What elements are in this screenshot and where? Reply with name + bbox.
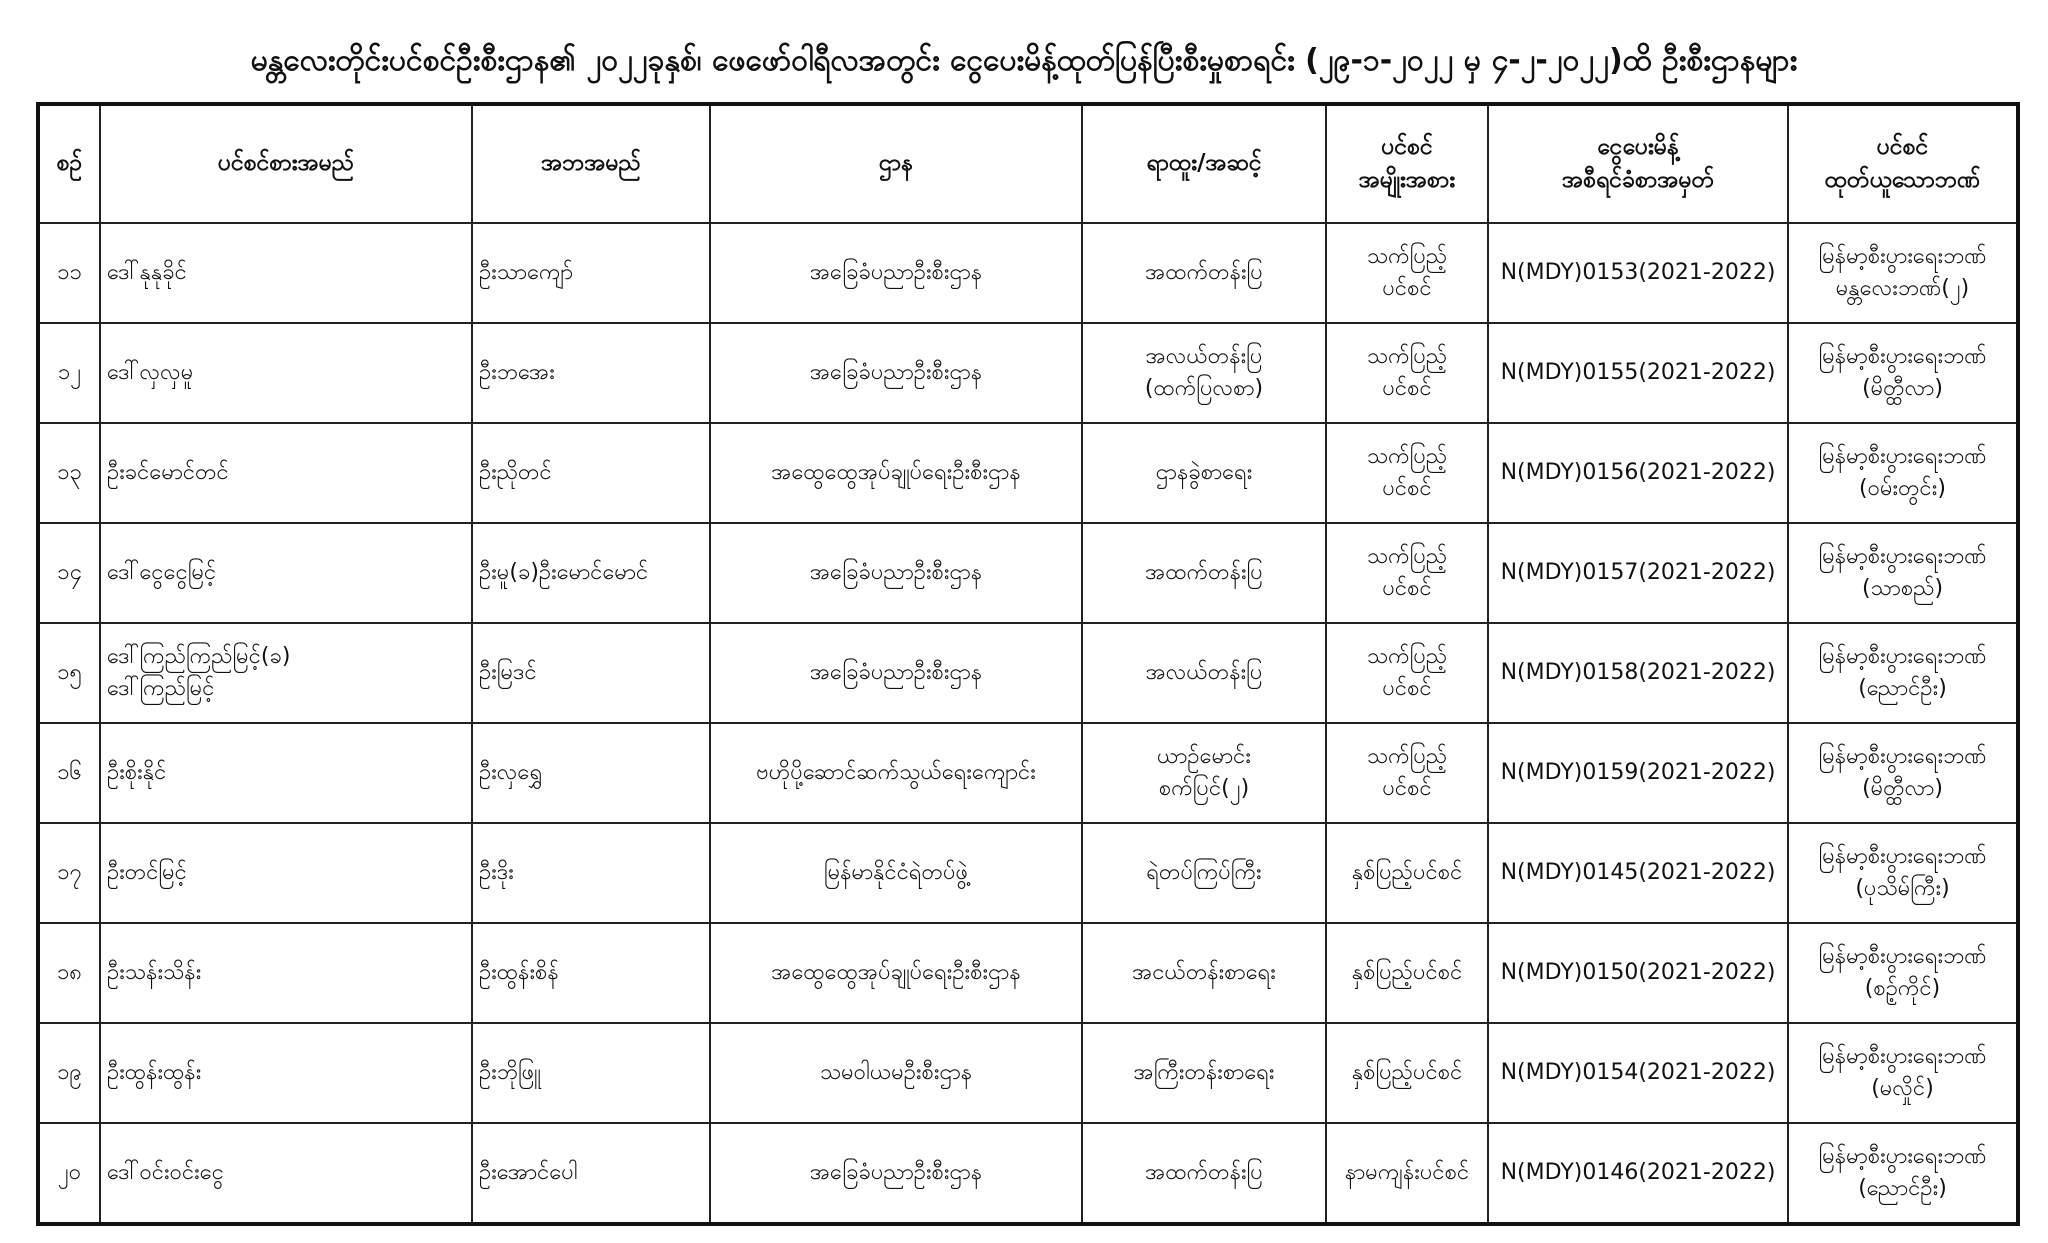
cell-text-pos2: (ထက်ပြလစာ) [1144,376,1264,401]
cell-pension-type [1326,423,1488,523]
page-title: မန္တလေးတိုင်းပင်စင်ဦးစီးဌာန၏ ၂၀၂၂ခုနှစ်၊ ဖေဖော်ဝါရီလအတွင်း ငွေပေးမိန့်ထုတ်ပြန်ပြီးစီးမှုစာရင်း (၂၉-၁-၂၀၂၂ မှ ၄-၂-၂၀၂၂)ထိ ဦးစီးဌာနများ [250,43,1798,78]
cell-text-type1: နာမကျန်းပင်စင် [1344,1160,1470,1186]
table-row [38,1123,2018,1224]
cell-text-bank2: (ညောင်ဦး) [1858,1176,1947,1201]
cell-payment-order-ref [1488,1123,1788,1224]
cell-text-no: ၁၈ [57,960,82,986]
cell-text-father: ဦးညိုတင် [479,460,552,486]
cell-no [38,823,100,923]
cell-position [1082,423,1326,523]
cell-payment-order-ref [1488,923,1788,1023]
table-row [38,623,2018,723]
cell-position [1082,923,1326,1023]
cell-pensioner-name [100,823,472,923]
cell-text-dept: သမဝါယမဦးစီးဌာန [819,1060,973,1086]
cell-paying-bank [1788,623,2018,723]
cell-no [38,423,100,523]
cell-text-ref: N(MDY)0146(2021-2022) [1500,1160,1776,1186]
cell-pensioner-name [100,1123,472,1224]
cell-text-bank1: မြန်မာ့စီးပွားရေးဘဏ် [1818,344,1987,370]
cell-text-ref: N(MDY)0156(2021-2022) [1500,460,1776,486]
table-row [38,323,2018,423]
cell-position [1082,323,1326,423]
pension-table [36,102,2020,1226]
cell-text-dept: အခြေခံပညာဦးစီးဌာန [809,660,983,686]
cell-father-name [472,323,710,423]
cell-text-ref: N(MDY)0154(2021-2022) [1500,1060,1776,1086]
cell-father-name [472,623,710,723]
cell-paying-bank [1788,723,2018,823]
cell-payment-order-ref [1488,1023,1788,1123]
cell-text-name1: ဒေါ်လှလှမူ [107,360,194,386]
cell-father-name [472,723,710,823]
cell-department [710,523,1082,623]
cell-text-bank1: မြန်မာ့စီးပွားရေးဘဏ် [1818,1044,1987,1070]
cell-father-name [472,223,710,323]
cell-text-type2: ပင်စင် [1382,576,1432,601]
cell-position [1082,223,1326,323]
cell-text-name1: ဒေါ်ဝင်းဝင်းငွေ [107,1160,224,1186]
cell-no [38,923,100,1023]
cell-pension-type [1326,323,1488,423]
cell-text-pos1: အထက်တန်းပြ [1145,1160,1263,1186]
cell-text-bank2: (ဝမ်းတွင်း) [1859,476,1946,501]
cell-text-name1: ဒေါ်ငွေငွေမြင့် [107,560,217,586]
cell-text-name1: ဦးတင်မြင့် [107,860,187,886]
table-row [38,723,2018,823]
cell-text-name1: ဦးခင်မောင်တင် [107,460,229,486]
cell-father-name [472,923,710,1023]
cell-department [710,923,1082,1023]
cell-pensioner-name [100,523,472,623]
cell-paying-bank [1788,223,2018,323]
cell-text-dept: အခြေခံပညာဦးစီးဌာန [809,260,983,286]
cell-text-pos1: အကြီးတန်းစာရေး [1133,1060,1275,1086]
cell-pensioner-name [100,723,472,823]
cell-father-name [472,423,710,523]
cell-pension-type [1326,723,1488,823]
cell-text-bank2: (ပုသိမ်ကြီး) [1855,876,1950,901]
cell-text-type2: ပင်စင် [1382,476,1432,501]
cell-text-pos2: စက်ပြင်(၂) [1158,776,1250,801]
col-header-paying-bank: ပင်စင် ထုတ်ယူသောဘဏ် [1788,104,2018,223]
cell-paying-bank [1788,423,2018,523]
cell-text-bank2: (မလှိုင်) [1871,1076,1934,1101]
cell-position [1082,1123,1326,1224]
cell-text-pos1: အလယ်တန်းပြ [1145,344,1263,370]
cell-text-type2: ပင်စင် [1382,376,1432,401]
cell-text-bank2: (သာစည်) [1861,576,1944,601]
cell-text-no: ၁၄ [57,560,82,586]
col-header-pensioner-name: ပင်စင်စားအမည် [100,104,472,223]
table-row [38,923,2018,1023]
cell-department [710,223,1082,323]
cell-text-father: ဦးထွန်းစိန် [479,960,559,986]
cell-text-father: ဦးမူ(ခ)ဦးမောင်မောင် [479,560,649,586]
cell-text-father: ဦးဘအေး [479,360,555,386]
col-header-father-name: အဘအမည် [472,104,710,223]
cell-text-type2: ပင်စင် [1382,276,1432,301]
cell-text-pos1: အငယ်တန်းစာရေး [1132,960,1276,986]
cell-position [1082,823,1326,923]
cell-text-father: ဦးဘိုဖြူ [479,1060,541,1086]
cell-father-name [472,523,710,623]
cell-no [38,1023,100,1123]
cell-text-no: ၁၁ [57,260,82,286]
cell-department [710,823,1082,923]
cell-department [710,423,1082,523]
cell-text-type2: ပင်စင် [1382,776,1432,801]
cell-payment-order-ref [1488,623,1788,723]
cell-pension-type [1326,823,1488,923]
cell-payment-order-ref [1488,523,1788,623]
cell-payment-order-ref [1488,323,1788,423]
cell-text-type1: သက်ပြည့် [1366,244,1448,270]
cell-text-ref: N(MDY)0155(2021-2022) [1500,360,1776,386]
cell-no [38,523,100,623]
cell-text-bank1: မြန်မာ့စီးပွားရေးဘဏ် [1818,644,1987,670]
cell-text-father: ဦးလှရွှေ [479,760,543,786]
cell-text-type1: နှစ်ပြည့်ပင်စင် [1351,1060,1463,1086]
cell-text-bank1: မြန်မာ့စီးပွားရေးဘဏ် [1818,1144,1987,1170]
cell-text-pos1: ရဲတပ်ကြပ်ကြီး [1146,860,1262,886]
cell-text-type1: နှစ်ပြည့်ပင်စင် [1351,860,1463,886]
cell-text-name1: ဦးထွန်းထွန်း [107,1060,202,1086]
cell-text-dept: မြန်မာနိုင်ငံရဲတပ်ဖွဲ့ [823,860,969,886]
cell-position [1082,1023,1326,1123]
cell-pensioner-name [100,323,472,423]
cell-payment-order-ref [1488,723,1788,823]
cell-text-type1: သက်ပြည့် [1366,644,1448,670]
cell-text-type1: နှစ်ပြည့်ပင်စင် [1351,960,1463,986]
cell-text-type2: ပင်စင် [1382,676,1432,701]
cell-paying-bank [1788,1023,2018,1123]
cell-text-pos1: အထက်တန်းပြ [1145,260,1263,286]
cell-pensioner-name [100,923,472,1023]
cell-text-dept: အခြေခံပညာဦးစီးဌာန [809,560,983,586]
cell-text-type1: သက်ပြည့် [1366,344,1448,370]
cell-text-bank1: မြန်မာ့စီးပွားရေးဘဏ် [1818,744,1987,770]
cell-text-dept: အခြေခံပညာဦးစီးဌာန [809,360,983,386]
cell-department [710,1023,1082,1123]
cell-text-name1: ဒေါ်ကြည်ကြည်မြင့်(ခ) [107,644,291,670]
cell-father-name [472,1023,710,1123]
cell-text-pos1: အလယ်တန်းပြ [1145,660,1263,686]
cell-text-dept: အထွေထွေအုပ်ချုပ်ရေးဦးစီးဌာန [771,460,1021,486]
cell-text-ref: N(MDY)0158(2021-2022) [1500,660,1776,686]
cell-text-no: ၁၃ [57,460,82,486]
cell-text-name1: ဦးသန်းသိန်း [107,960,202,986]
cell-pension-type [1326,223,1488,323]
table-row [38,223,2018,323]
cell-text-no: ၁၇ [57,860,82,886]
cell-text-ref: N(MDY)0159(2021-2022) [1500,760,1776,786]
cell-paying-bank [1788,923,2018,1023]
cell-text-name2: ဒေါ်ကြည်မြင့် [107,676,215,701]
cell-department [710,623,1082,723]
col-header-pension-type: ပင်စင် အမျိုးအစား [1326,104,1488,223]
cell-pension-type [1326,1123,1488,1224]
cell-text-pos1: အထက်တန်းပြ [1145,560,1263,586]
cell-payment-order-ref [1488,823,1788,923]
cell-text-type1: သက်ပြည့် [1366,544,1448,570]
cell-pensioner-name [100,1023,472,1123]
cell-text-bank1: မြန်မာ့စီးပွားရေးဘဏ် [1818,444,1987,470]
col-header-no: စဉ် [38,104,100,223]
cell-department [710,1123,1082,1224]
cell-text-bank1: မြန်မာ့စီးပွားရေးဘဏ် [1818,244,1987,270]
cell-no [38,1123,100,1224]
cell-no [38,723,100,823]
cell-text-father: ဦးမြဒင် [479,660,537,686]
cell-text-bank2: (မိတ္ထီလာ) [1862,776,1943,801]
cell-pension-type [1326,623,1488,723]
table-row [38,523,2018,623]
cell-text-type1: သက်ပြည့် [1366,744,1448,770]
cell-text-father: ဦးဒိုး [479,860,514,886]
cell-text-type1: သက်ပြည့် [1366,444,1448,470]
cell-pension-type [1326,1023,1488,1123]
cell-text-no: ၁၂ [57,360,82,386]
cell-pension-type [1326,523,1488,623]
cell-department [710,323,1082,423]
cell-text-bank2: (ညောင်ဦး) [1858,676,1947,701]
cell-text-no: ၁၉ [57,1060,82,1086]
cell-pensioner-name [100,623,472,723]
cell-text-ref: N(MDY)0157(2021-2022) [1500,560,1776,586]
col-header-department: ဌာန [710,104,1082,223]
cell-father-name [472,823,710,923]
cell-pension-type [1326,923,1488,1023]
table-row [38,423,2018,523]
cell-position [1082,623,1326,723]
cell-text-no: ၁၆ [57,760,82,786]
cell-position [1082,523,1326,623]
cell-text-dept: အခြေခံပညာဦးစီးဌာန [809,1160,983,1186]
cell-text-bank2: မန္တလေးဘဏ်(၂) [1835,276,1970,301]
cell-no [38,323,100,423]
cell-paying-bank [1788,823,2018,923]
cell-text-no: ၁၅ [57,660,82,686]
cell-payment-order-ref [1488,423,1788,523]
cell-pensioner-name [100,223,472,323]
cell-text-ref: N(MDY)0150(2021-2022) [1500,960,1776,986]
cell-text-bank1: မြန်မာ့စီးပွားရေးဘဏ် [1818,844,1987,870]
cell-father-name [472,1123,710,1224]
cell-paying-bank [1788,323,2018,423]
cell-text-name1: ဒေါ်နုနုခိုင် [107,260,187,286]
cell-text-name1: ဦးစိုးနိုင် [107,760,167,786]
cell-payment-order-ref [1488,223,1788,323]
cell-text-pos1: ယာဉ်မောင်း [1157,744,1251,770]
cell-department [710,723,1082,823]
cell-no [38,623,100,723]
cell-paying-bank [1788,1123,2018,1224]
cell-text-pos1: ဌာနခွဲစာရေး [1155,460,1253,486]
cell-text-father: ဦးသာကျော် [479,260,574,286]
cell-pensioner-name [100,423,472,523]
cell-text-bank1: မြန်မာ့စီးပွားရေးဘဏ် [1818,944,1987,970]
cell-text-bank2: (မိတ္ထီလာ) [1862,376,1943,401]
cell-text-bank2: (စဉ့်ကိုင်) [1864,976,1941,1001]
cell-text-father: ဦးအောင်ပေါ [479,1160,578,1186]
cell-paying-bank [1788,523,2018,623]
cell-position [1082,723,1326,823]
table-header-row [38,104,2018,223]
col-header-position: ရာထူး/အဆင့် [1082,104,1326,223]
cell-text-dept: အထွေထွေအုပ်ချုပ်ရေးဦးစီးဌာန [771,960,1021,986]
cell-text-bank1: မြန်မာ့စီးပွားရေးဘဏ် [1818,544,1987,570]
cell-text-dept: ဗဟိုပို့ဆောင်ဆက်သွယ်ရေးကျောင်း [756,760,1036,786]
cell-text-ref: N(MDY)0145(2021-2022) [1500,860,1776,886]
cell-text-ref: N(MDY)0153(2021-2022) [1500,260,1776,286]
col-header-payment-order-ref: ငွေပေးမိန့် အစီရင်ခံစာအမှတ် [1488,104,1788,223]
cell-no [38,223,100,323]
table-row [38,823,2018,923]
table-row [38,1023,2018,1123]
cell-text-no: ၂၀ [57,1160,82,1186]
